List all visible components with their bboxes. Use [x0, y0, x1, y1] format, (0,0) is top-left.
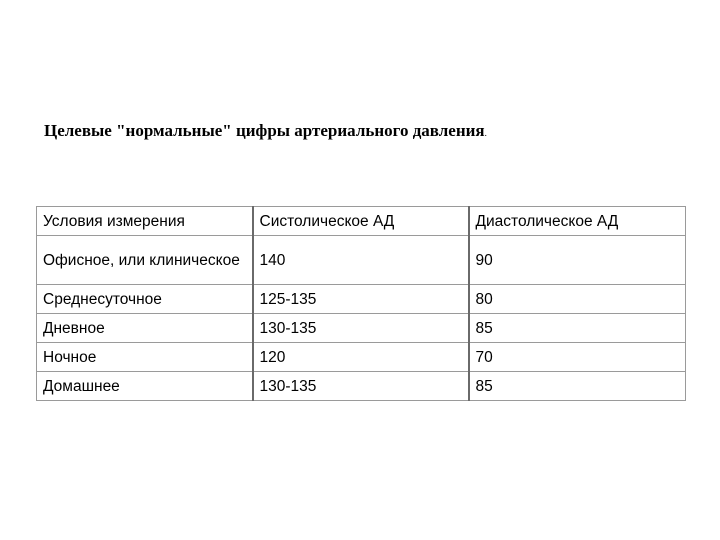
cell-conditions: Домашнее — [37, 372, 253, 401]
cell-diastolic: 85 — [469, 314, 686, 343]
blood-pressure-table — [36, 206, 686, 401]
cell-conditions: Среднесуточное — [37, 285, 253, 314]
cell-systolic: 130-135 — [253, 372, 469, 401]
cell-conditions: Офисное, или клиническое — [37, 236, 253, 285]
cell-conditions: Дневное — [37, 314, 253, 343]
cell-conditions: Ночное — [37, 343, 253, 372]
table-row — [37, 343, 686, 372]
header-cell-systolic: Систолическое АД — [253, 207, 469, 236]
cell-systolic: 120 — [253, 343, 469, 372]
table-row — [37, 372, 686, 401]
cell-diastolic: 90 — [469, 236, 686, 285]
title-text: Целевые "нормальные" цифры артериального давления — [44, 121, 485, 140]
cell-systolic: 125-135 — [253, 285, 469, 314]
header-cell-diastolic: Диастолическое АД — [469, 207, 686, 236]
cell-systolic: 130-135 — [253, 314, 469, 343]
header-cell-conditions: Условия измерения — [37, 207, 253, 236]
page-title — [44, 121, 664, 141]
cell-diastolic: 85 — [469, 372, 686, 401]
cell-diastolic: 80 — [469, 285, 686, 314]
cell-systolic: 140 — [253, 236, 469, 285]
cell-diastolic: 70 — [469, 343, 686, 372]
table-row — [37, 285, 686, 314]
title-trailing-dot: . — [484, 128, 487, 138]
table-row — [37, 236, 686, 285]
table-row — [37, 314, 686, 343]
table-header-row — [37, 207, 686, 236]
